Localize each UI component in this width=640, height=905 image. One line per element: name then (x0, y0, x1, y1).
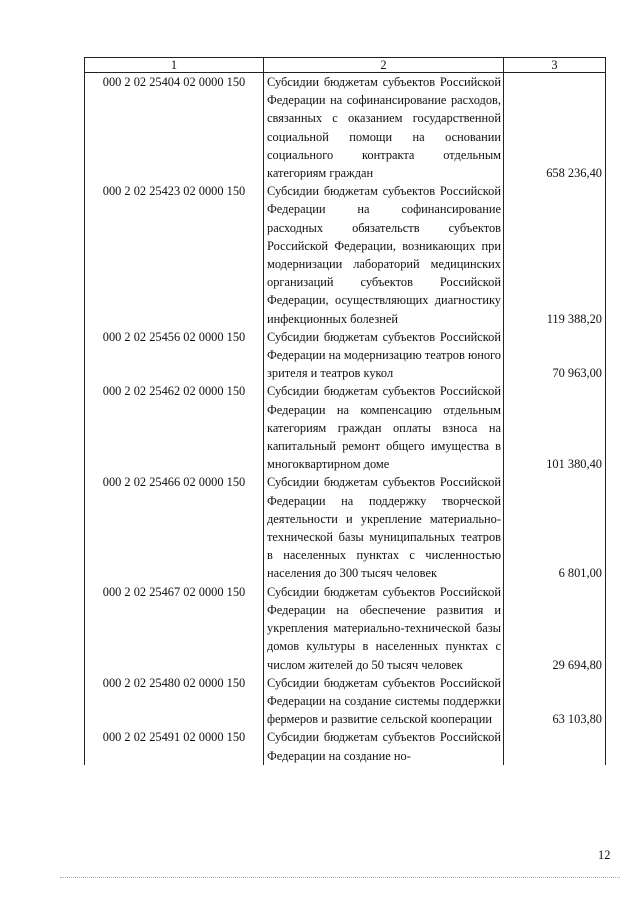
description: Субсидии бюджетам субъектов Российской Федерации на обеспечение развития и укрепления материально-технической базы домов культуры в населенных пунктах с числом жителей до 50 тысяч человек (264, 583, 504, 674)
budget-code: 000 2 02 25423 02 0000 150 (85, 182, 264, 328)
budget-code: 000 2 02 25404 02 0000 150 (85, 73, 264, 183)
description: Субсидии бюджетам субъектов Российской Федерации на софинансирование расходных обязательств субъектов Российской Федерации, возникающих при модернизации лабораторий медицинских организаций субъектов Российской Федерации, осуществляющих диагностику инфекционных болезней (264, 182, 504, 328)
description: Субсидии бюджетам субъектов Российской Федерации на поддержку творческой деятельности и укрепление материально-технической базы муниципальных театров в населенных пунктах с численностью населения до 300 тысяч человек (264, 473, 504, 582)
budget-code: 000 2 02 25480 02 0000 150 (85, 674, 264, 729)
table-row (85, 583, 606, 674)
column-header-1: 1 (85, 58, 264, 73)
amount: 63 103,80 (504, 674, 606, 729)
amount: 119 388,20 (504, 182, 606, 328)
table-row (85, 382, 606, 473)
table-row (85, 728, 606, 764)
page-number: 12 (598, 848, 611, 862)
table-row (85, 674, 606, 729)
footer-divider (60, 877, 620, 878)
budget-table (84, 57, 606, 765)
budget-code: 000 2 02 25491 02 0000 150 (85, 728, 264, 764)
table-row (85, 328, 606, 383)
amount: 101 380,40 (504, 382, 606, 473)
column-header-2: 2 (264, 58, 504, 73)
budget-code: 000 2 02 25466 02 0000 150 (85, 473, 264, 582)
description: Субсидии бюджетам субъектов Российской Федерации на модернизацию театров юного зрителя и театров кукол (264, 328, 504, 383)
header-row (85, 58, 606, 73)
column-header-3: 3 (504, 58, 606, 73)
table-row (85, 473, 606, 582)
budget-code: 000 2 02 25456 02 0000 150 (85, 328, 264, 383)
budget-code: 000 2 02 25462 02 0000 150 (85, 382, 264, 473)
table-row (85, 182, 606, 328)
table-row (85, 73, 606, 183)
budget-code: 000 2 02 25467 02 0000 150 (85, 583, 264, 674)
amount: 6 801,00 (504, 473, 606, 582)
amount: 70 963,00 (504, 328, 606, 383)
description: Субсидии бюджетам субъектов Российской Федерации на создание системы поддержки фермеров и развитие сельской кооперации (264, 674, 504, 729)
amount (504, 728, 606, 764)
description: Субсидии бюджетам субъектов Российской Федерации на софинансирование расходов, связанных с оказанием государственной социальной помощи на основании социального контракта отдельным категориям граждан (264, 73, 504, 183)
description: Субсидии бюджетам субъектов Российской Федерации на компенсацию отдельным категориям граждан оплаты взноса на капитальный ремонт общего имущества в многоквартирном доме (264, 382, 504, 473)
description: Субсидии бюджетам субъектов Российской Федерации на создание но- (264, 728, 504, 764)
amount: 29 694,80 (504, 583, 606, 674)
amount: 658 236,40 (504, 73, 606, 183)
